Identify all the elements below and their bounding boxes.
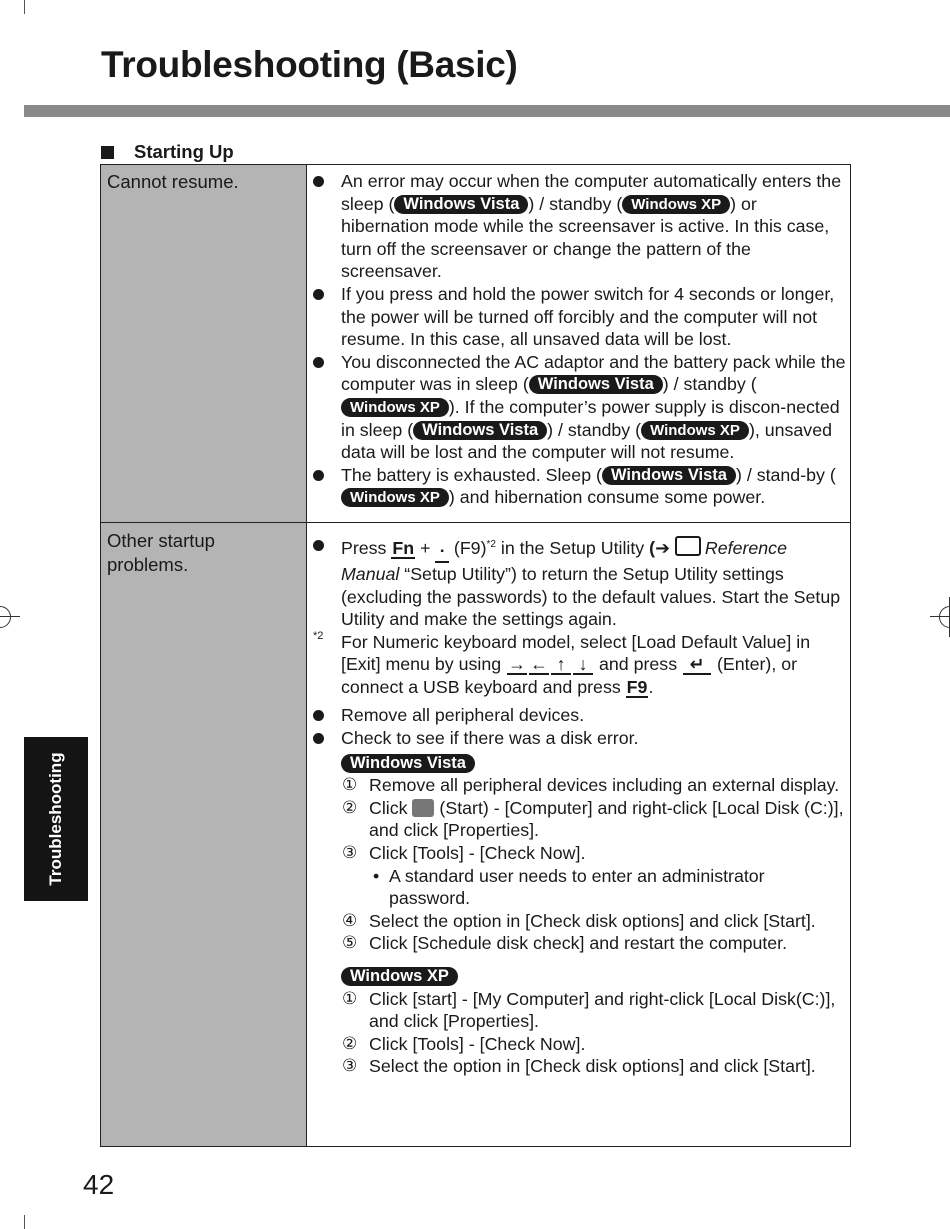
left-arrow-key-icon: ← [530, 654, 548, 675]
list-item: ① Remove all peripheral devices including an external display. [342, 775, 840, 796]
crop-mark [24, 0, 25, 14]
windows-vista-badge: Windows Vista [341, 754, 475, 773]
list-item: You disconnected the AC adaptor and the battery pack while the computer was in sleep ( Windows Vista ) / standby (Windows XP ). If the computer’s power supply is discon-nected in sleep ( Windows Vista ) / standby ( Windows XP ), unsaved data will be lost and the computer will not resume. [307, 351, 846, 464]
period-key: ▪ [435, 543, 449, 563]
list-item: ② Click [Tools] - [Check Now]. [342, 1033, 586, 1054]
row-label: Other startup problems. [101, 523, 307, 1147]
bullet-icon [313, 470, 324, 481]
windows-vista-badge: Windows Vista [602, 466, 736, 485]
side-tab [24, 737, 88, 901]
bullet-icon [313, 357, 324, 368]
start-button-icon [412, 799, 434, 817]
bullet-icon [313, 540, 324, 551]
title-rule [24, 105, 950, 117]
crop-mark [24, 1215, 25, 1229]
list-item: Check to see if there was a disk error. [307, 727, 846, 750]
page-title: Troubleshooting (Basic) [101, 44, 518, 85]
list-item: An error may occur when the computer automatically enters the sleep ( Windows Vista ) / standby ( Windows XP ) or hibernation mode while the screensaver is active. In this case, turn off the screensaver or change the pattern of the screensaver. [307, 170, 846, 283]
fn-key: Fn [392, 537, 415, 558]
section-heading [101, 141, 234, 163]
list-item: The battery is exhausted. Sleep ( Windows Vista ) / stand-by (Windows XP ) and hibernation consume some power. [307, 464, 846, 509]
bullet-icon: • [373, 865, 380, 886]
enter-key-icon: ↵ [683, 656, 711, 675]
row-content [307, 523, 851, 1147]
bullet-icon [313, 710, 324, 721]
list-item: ⑤ Click [Schedule disk check] and restart the computer. [342, 933, 788, 954]
reference-manual-icon [675, 536, 701, 556]
windows-xp-badge: Windows XP [641, 421, 749, 440]
row-content [307, 165, 851, 523]
bullet-icon [313, 176, 324, 187]
f9-key: F9 [626, 676, 648, 697]
windows-vista-badge: Windows Vista [394, 195, 528, 214]
registration-mark-icon [0, 597, 20, 637]
windows-vista-badge: Windows Vista [413, 421, 547, 440]
windows-xp-badge: Windows XP [341, 967, 458, 986]
list-item: ③ Select the option in [Check disk options] and click [Start]. [342, 1056, 816, 1077]
list-item: Remove all peripheral devices. [307, 704, 846, 727]
table-row [101, 523, 851, 1147]
bullet-icon [313, 289, 324, 300]
list-item: ① Click [start] - [My Computer] and right-click [Local Disk(C:)], and click [Properties]. [342, 988, 836, 1032]
list-item: If you press and hold the power switch for 4 seconds or longer, the power will be turned off forcibly and the computer will not resume. In this case, all unsaved data will be lost. [307, 283, 846, 351]
square-bullet-icon [101, 146, 114, 159]
windows-vista-badge: Windows Vista [529, 375, 663, 394]
bullet-icon [313, 733, 324, 744]
list-item: ② Click (Start) - [Computer] and right-click [Local Disk (C:)], and click [Properties]. [342, 797, 844, 841]
up-arrow-key-icon: ↑ [551, 656, 571, 675]
row-label: Cannot resume. [101, 165, 307, 523]
windows-xp-badge: Windows XP [622, 195, 730, 214]
list-item: Press Fn + ▪ $(F9)^{*2}$ in the Setup Utility (➔ Reference Manual “Setup Utility”) to return the Setup Utility settings (excluding the passwords) to the default values. Start the Setup Utility and make the settings again. [307, 534, 846, 631]
section-title: Starting Up [134, 141, 234, 162]
troubleshooting-table [100, 164, 851, 1147]
footnote-mark: *2 [313, 629, 324, 642]
list-item: ④ Select the option in [Check disk options] and click [Start]. [342, 910, 816, 931]
page-number: 42 [83, 1169, 115, 1200]
windows-xp-badge: Windows XP [341, 398, 449, 417]
side-tab-label: Troubleshooting [46, 752, 65, 886]
table-row [101, 165, 851, 523]
down-arrow-key-icon: ↓ [573, 656, 593, 675]
registration-mark-icon [930, 597, 950, 637]
list-item: • A standard user needs to enter an administrator password. [373, 865, 765, 909]
right-arrow-key-icon: → [508, 654, 526, 675]
list-item: ③ Click [Tools] - [Check Now]. [342, 843, 586, 864]
footnote: *2 For Numeric keyboard model, select [Load Default Value] in [Exit] menu by using → ← ↑ ↓ and press ↵ (Enter), or connect a USB keyboard and press F9. [307, 631, 850, 699]
windows-xp-badge: Windows XP [341, 488, 449, 507]
